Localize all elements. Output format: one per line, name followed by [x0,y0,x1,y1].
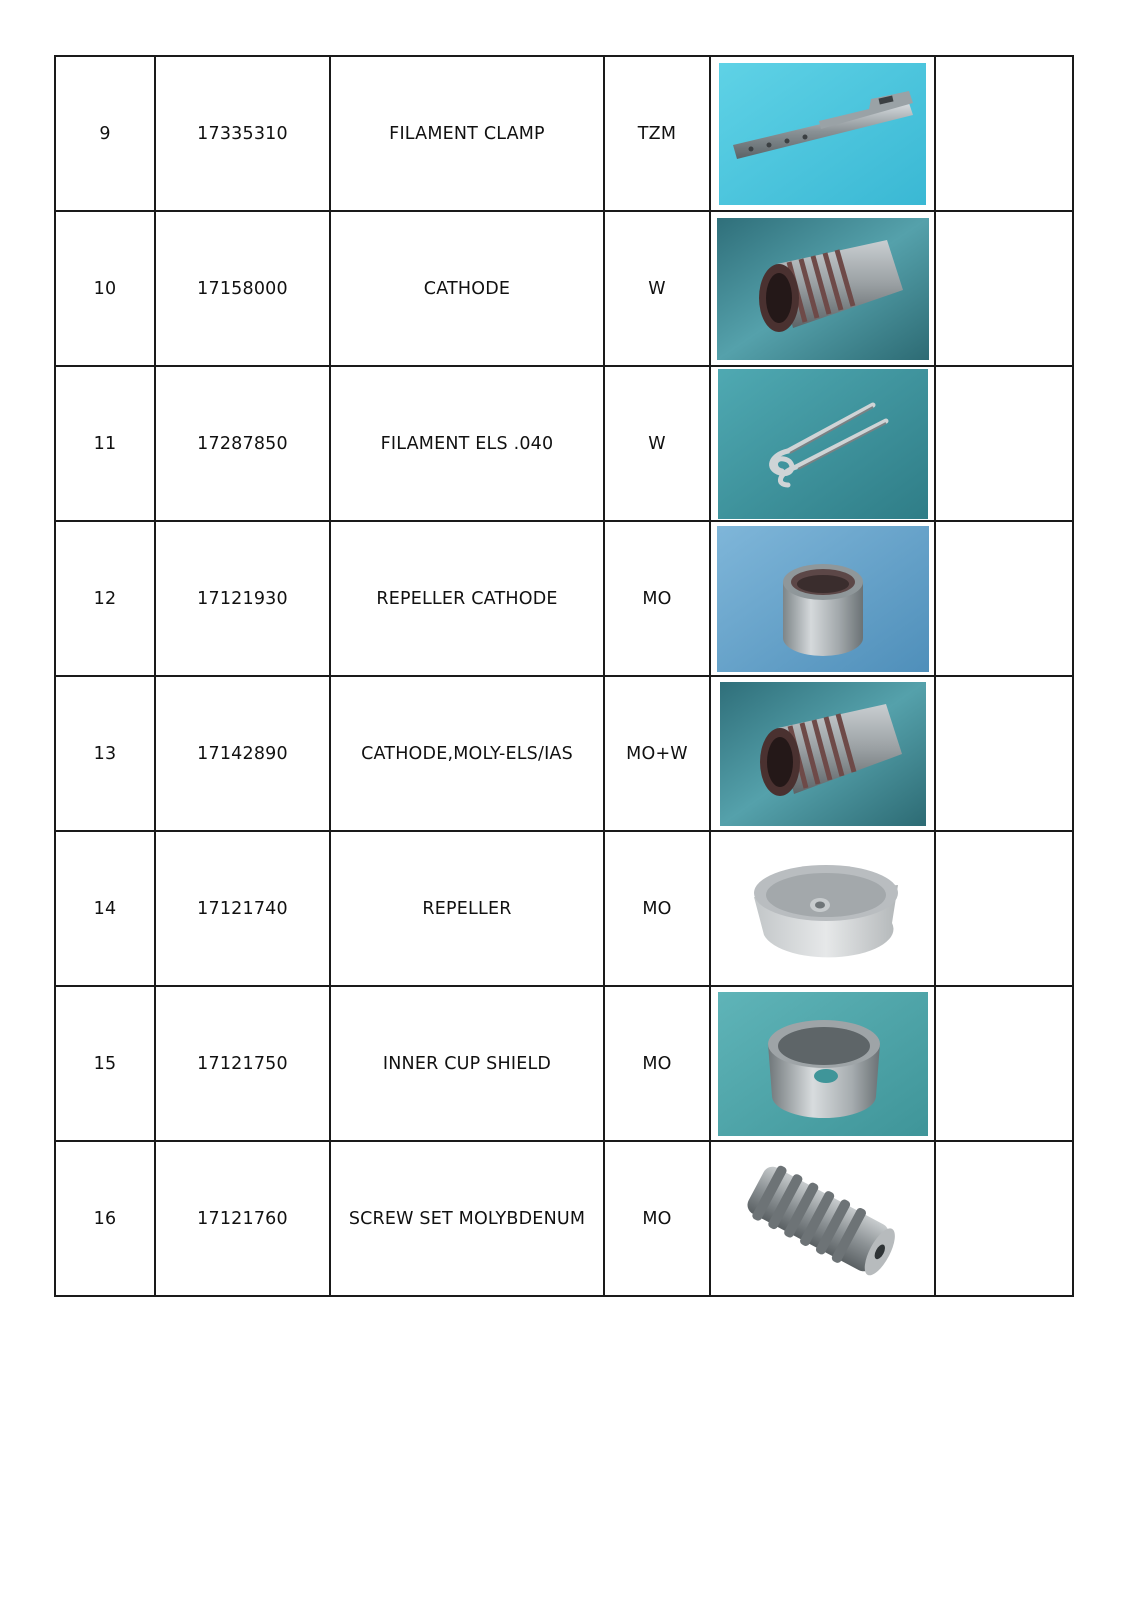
part-number: 17287850 [155,366,330,521]
screw-set-photo [718,1149,928,1289]
table-row [55,831,1073,986]
part-photo-cell [710,366,935,521]
part-number: 17121760 [155,1141,330,1296]
part-description: REPELLER [330,831,604,986]
item-number: 10 [55,211,155,366]
table-row [55,366,1073,521]
part-photo-cell [710,56,935,211]
part-material: TZM [604,56,710,211]
item-number: 15 [55,986,155,1141]
part-photo-cell [710,1141,935,1296]
filament-photo [718,369,928,519]
part-description: INNER CUP SHIELD [330,986,604,1141]
note-cell [935,211,1073,366]
filament-clamp-photo [719,63,926,205]
table-row [55,676,1073,831]
part-description: CATHODE [330,211,604,366]
part-material: MO+W [604,676,710,831]
part-description: CATHODE,MOLY-ELS/IAS [330,676,604,831]
part-material: MO [604,831,710,986]
part-description: SCREW SET MOLYBDENUM [330,1141,604,1296]
note-cell [935,366,1073,521]
part-material: W [604,366,710,521]
note-cell [935,1141,1073,1296]
note-cell [935,986,1073,1141]
table-row [55,56,1073,211]
part-description: FILAMENT ELS .040 [330,366,604,521]
part-photo-cell [710,521,935,676]
part-material: MO [604,1141,710,1296]
cathode-photo [717,218,929,360]
part-photo-cell [710,831,935,986]
table-row [55,1141,1073,1296]
item-number: 16 [55,1141,155,1296]
repeller-photo [718,839,928,979]
part-number: 17142890 [155,676,330,831]
item-number: 13 [55,676,155,831]
item-number: 14 [55,831,155,986]
part-number: 17158000 [155,211,330,366]
part-description: REPELLER CATHODE [330,521,604,676]
part-number: 17121740 [155,831,330,986]
cathode-moly-photo [720,682,926,826]
part-photo-cell [710,676,935,831]
note-cell [935,676,1073,831]
item-number: 11 [55,366,155,521]
part-number: 17335310 [155,56,330,211]
note-cell [935,831,1073,986]
part-material: W [604,211,710,366]
part-material: MO [604,986,710,1141]
part-description: FILAMENT CLAMP [330,56,604,211]
part-number: 17121750 [155,986,330,1141]
table-row [55,521,1073,676]
part-number: 17121930 [155,521,330,676]
table-row [55,211,1073,366]
note-cell [935,521,1073,676]
part-material: MO [604,521,710,676]
note-cell [935,56,1073,211]
part-photo-cell [710,986,935,1141]
repeller-cathode-photo [717,526,929,672]
item-number: 9 [55,56,155,211]
parts-table [54,55,1074,1297]
inner-cup-shield-photo [718,992,928,1136]
item-number: 12 [55,521,155,676]
part-photo-cell [710,211,935,366]
table-row [55,986,1073,1141]
